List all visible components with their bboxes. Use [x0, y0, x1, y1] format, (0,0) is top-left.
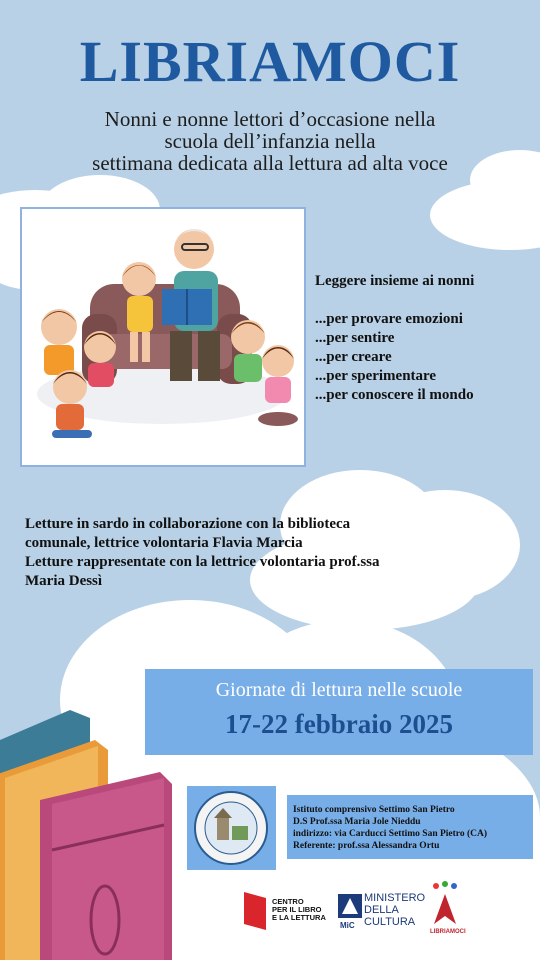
cepell-logo-text: [272, 898, 332, 922]
subtitle-line: settimana dedicata alla lettura ad alta voce: [92, 151, 448, 175]
cepell-line: PER IL LIBRO: [272, 905, 322, 914]
school-seal-icon: [187, 786, 276, 870]
mic-line: MINISTERO: [364, 892, 426, 904]
readings-line: comunale, lettrice volontaria Flavia Marcia: [25, 535, 303, 551]
subtitle-line: Nonni e nonne lettori d’occasione nella: [104, 107, 436, 131]
libriamoci-logo-icon: [428, 880, 462, 928]
school-logo-panel: [187, 786, 276, 870]
mic-logo-text: [364, 892, 424, 928]
school-info: [293, 804, 487, 852]
readings-info: [25, 515, 505, 591]
school-info-line: D.S Prof.ssa Maria Jole Nieddu: [293, 817, 421, 827]
benefit-item: ...per provare emozioni: [315, 311, 463, 327]
readings-line: Letture in sardo in collaborazione con la biblioteca: [25, 516, 351, 532]
benefit-item: ...per sperimentare: [315, 368, 437, 384]
libriamoci-logo-text: LIBRIAMOCI: [430, 929, 466, 935]
benefits-heading: Leggere insieme ai nonni: [315, 273, 475, 289]
grandfather-reading-illustration: [20, 207, 306, 467]
reading-days-range: 17-22 febbraio 2025: [225, 709, 453, 739]
reading-days-label: Giornate di lettura nelle scuole: [215, 679, 463, 701]
page-title: LIBRIAMOCI: [79, 29, 461, 94]
mic-line: DELLA: [364, 904, 399, 916]
school-info-panel: [287, 795, 533, 859]
mic-logo-icon: [338, 890, 364, 930]
readings-line: Maria Dessì: [25, 573, 103, 589]
subtitle-line: scuola dell’infanzia nella: [164, 129, 376, 153]
mic-line: CULTURA: [364, 916, 416, 928]
benefit-item: ...per creare: [315, 349, 392, 365]
school-info-line: indirizzo: via Carducci Settimo San Pietro (CA): [293, 829, 488, 839]
school-info-line: Referente: prof.ssa Alessandra Ortu: [293, 841, 440, 851]
reading-days-banner: [145, 669, 533, 755]
benefit-item: ...per conoscere il mondo: [315, 387, 474, 403]
cepell-line: CENTRO: [272, 897, 304, 906]
cepell-logo-icon: [240, 888, 270, 934]
benefit-item: ...per sentire: [315, 330, 395, 346]
cepell-line: E LA LETTURA: [272, 913, 326, 922]
readings-line: Letture rappresentate con la lettrice volontaria prof.ssa: [25, 554, 380, 570]
school-info-line: Istituto comprensivo Settimo San Pietro: [293, 805, 455, 815]
illustration-image: [22, 209, 304, 465]
mic-abbr: MiC: [340, 921, 355, 930]
benefits-list: [315, 272, 535, 405]
page-subtitle: [20, 108, 520, 174]
